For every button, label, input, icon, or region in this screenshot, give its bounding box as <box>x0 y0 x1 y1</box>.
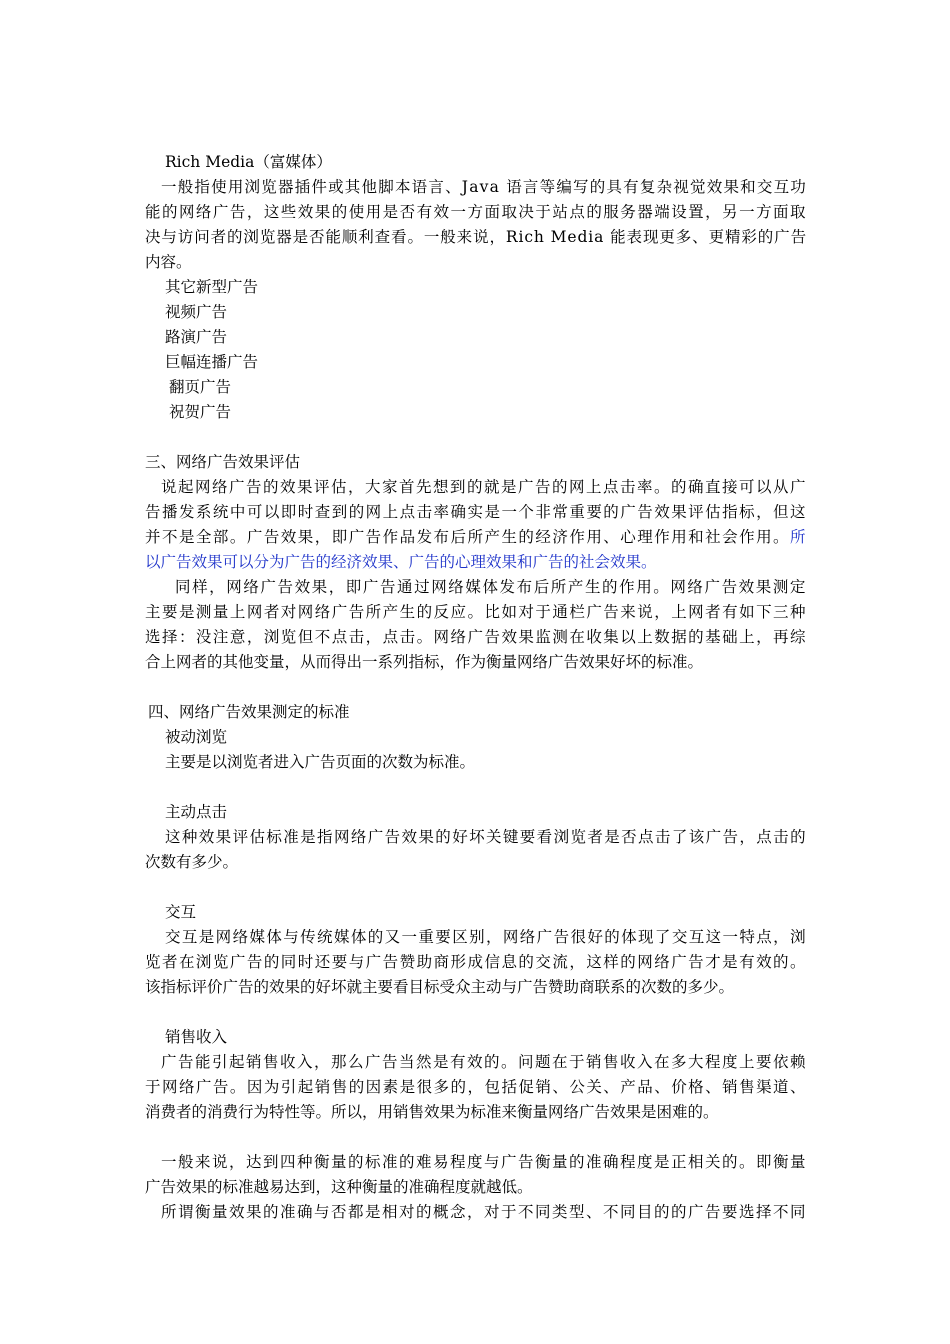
other-ads-item: 路演广告 <box>165 328 228 346</box>
interaction-line: 交互是网络媒体与传统媒体的又一重要区别，网络广告很好的体现了交互这一特点，浏 <box>165 928 807 946</box>
spacer <box>145 1000 807 1025</box>
passive-text: 主要是以浏览者进入广告页面的次数为标准。 <box>165 753 476 771</box>
rich-media-para-line: 决与访问者的浏览器是否能顺利查看。一般来说，Rich Media 能表现更多、更精彩的广告 <box>145 228 807 246</box>
rich-media-para-line: 一般指使用浏览器插件或其他脚本语言、Java 语言等编写的具有复杂视觉效果和交互功 <box>161 178 807 196</box>
interaction-line: 该指标评价广告的效果的好坏就主要看目标受众主动与广告赞助商联系的次数的多少。 <box>145 978 735 996</box>
spacer <box>145 425 807 450</box>
section3-para2-line: 选择：没注意，浏览但不点击，点击。网络广告效果监测在收集以上数据的基础上，再综 <box>145 628 807 646</box>
rich-media-para-line: 内容。 <box>145 253 192 271</box>
other-ads-item: 巨幅连播广告 <box>165 353 259 371</box>
section4-heading: 四、网络广告效果测定的标准 <box>148 703 350 721</box>
other-ads-item: 翻页广告 <box>169 378 232 396</box>
active-title: 主动点击 <box>165 803 228 821</box>
summary-line: 所谓衡量效果的准确与否都是相对的概念，对于不同类型、不同目的的广告要选择不同 <box>161 1203 808 1221</box>
interaction-line: 览者在浏览广告的同时还要与广告赞助商形成信息的交流，这样的网络广告才是有效的。 <box>145 953 807 971</box>
section3-para1-line <box>145 525 807 550</box>
spacer <box>145 875 807 900</box>
rich-media-para-line: 能的网络广告，这些效果的使用是否有效一方面取决于站点的服务器端设置，另一方面取 <box>145 203 807 221</box>
other-ads-item: 祝贺广告 <box>169 403 232 421</box>
other-ads-title: 其它新型广告 <box>165 278 259 296</box>
section3-para1-blue-tail: 所 <box>790 528 807 546</box>
section3-heading: 三、网络广告效果评估 <box>145 453 301 471</box>
other-ads-item: 视频广告 <box>165 303 228 321</box>
sales-title: 销售收入 <box>165 1028 228 1046</box>
interaction-title: 交互 <box>165 903 197 921</box>
section3-para1-blue-line: 以广告效果可以分为广告的经济效果、广告的心理效果和广告的社会效果。 <box>145 553 657 571</box>
section3-para1-text: 并不是全部。广告效果，即广告作品发布后所产生的经济作用、心理作用和社会作用。 <box>145 528 791 546</box>
summary-line: 一般来说，达到四种衡量的标准的难易程度与广告衡量的准确程度是正相关的。即衡量 <box>161 1153 808 1171</box>
section3-para2-line: 合上网者的其他变量，从而得出一系列指标，作为衡量网络广告效果好坏的标准。 <box>145 653 704 671</box>
summary-line: 广告效果的标准越易达到，这种衡量的准确程度就越低。 <box>145 1178 533 1196</box>
sales-line: 于网络广告。因为引起销售的因素是很多的，包括促销、公关、产品、价格、销售渠道、 <box>145 1078 807 1096</box>
spacer <box>145 775 807 800</box>
passive-title: 被动浏览 <box>165 728 228 746</box>
document-body <box>145 150 807 1225</box>
spacer <box>145 1125 807 1150</box>
section3-para1-line: 说起网络广告的效果评估，大家首先想到的就是广告的网上点击率。的确直接可以从广 <box>161 478 808 496</box>
sales-line: 广告能引起销售收入，那么广告当然是有效的。问题在于销售收入在多大程度上要依赖 <box>161 1053 808 1071</box>
sales-line: 消费者的消费行为特性等。所以，用销售效果为标准来衡量网络广告效果是困难的。 <box>145 1103 719 1121</box>
rich-media-title: Rich Media（富媒体） <box>165 153 332 171</box>
section3-para2-line: 主要是测量上网者对网络广告所产生的反应。比如对于通栏广告来说，上网者有如下三种 <box>145 603 807 621</box>
section3-para2-line: 同样，网络广告效果，即广告通过网络媒体发布后所产生的作用。网络广告效果测定 <box>175 578 807 596</box>
section3-para1-line: 告播发系统中可以即时查到的网上点击率确实是一个非常重要的广告效果评估指标，但这 <box>145 503 807 521</box>
active-line: 次数有多少。 <box>145 853 239 871</box>
spacer <box>145 675 807 700</box>
active-line: 这种效果评估标准是指网络广告效果的好坏关键要看浏览者是否点击了该广告，点击的 <box>165 828 807 846</box>
